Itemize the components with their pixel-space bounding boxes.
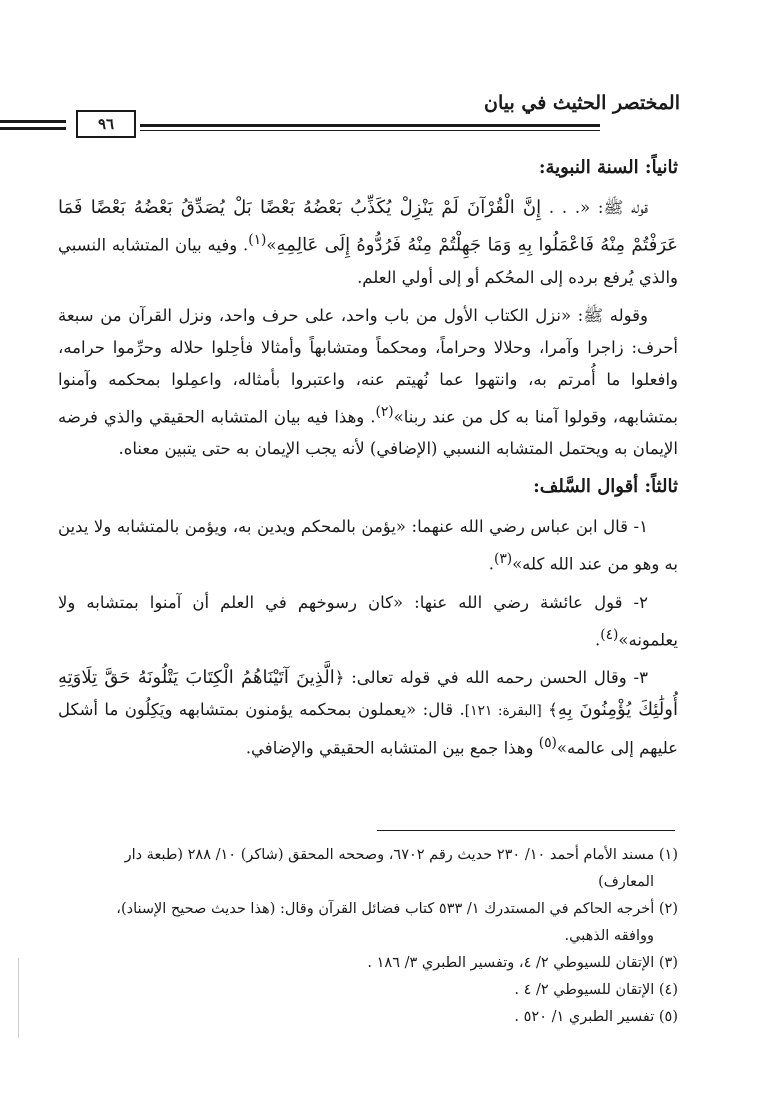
header-rule-thin — [140, 130, 600, 131]
paragraph-hadith-1 — [58, 192, 678, 294]
footnote-3: (٣) الإتقان للسيوطي ٢/ ٤، وتفسير الطبري ٣/ ١٨٦ . — [367, 955, 678, 971]
item2-text: ٢- قول عائشة رضي الله عنها: «كان رسوخهم في العلم أن آمنوا بمتشابه ولا يعلمونه» — [58, 592, 678, 649]
p1-close: » — [266, 235, 277, 255]
footnote-ref-3[interactable]: (٣) — [493, 551, 513, 567]
header-left-bars — [0, 120, 66, 134]
footnote-1-line1: (١) مسند الأمام أحمد ١٠/ ٢٣٠ حديث رقم ٦٧٠٢، وصححه المحقق (شاكر) ١٠/ ٢٨٨ (طبعة دار — [124, 847, 678, 863]
paragraph-hadith-2 — [58, 300, 678, 466]
p2-rest: . وهذا فيه بيان المتشابه الحقيقي والذي فرضه الإيمان به ويحتمل المتشابه النسبي (الإضافي) لأنه يجب الإيمان به حتى يتبين معناه. — [58, 407, 678, 458]
item3-quran: الَّذِينَ آتَيْنَاهُمُ الْكِتَابَ يَتْلُونَهُ حَقَّ تِلَاوَتِهِ أُولَٰئِكَ يُؤْمِنُونَ بِهِ — [58, 667, 678, 720]
header-rule-thick — [140, 124, 600, 127]
footnotes — [70, 842, 678, 1031]
footnote-1 — [70, 842, 678, 896]
list-item-3 — [58, 662, 678, 765]
footnote-2-line2: ووافقه الذهبي. — [564, 928, 654, 944]
margin-line — [18, 958, 19, 1038]
footnote-5: (٥) تفسير الطبري ١/ ٥٢٠ . — [514, 1009, 678, 1025]
book-title: المختصر الحثيث في بيان — [484, 92, 680, 114]
list-item-2: ٢- قول عائشة رضي الله عنها: «كان رسوخهم في العلم أن آمنوا بمتشابه ولا يعلمونه»$^{(٤)}$. — [58, 592, 678, 649]
footnote-2 — [70, 896, 678, 950]
main-content — [58, 152, 678, 771]
p2-text: وقوله ﷺ: «نزل الكتاب الأول من باب واحد، على حرف واحد، ونزل القرآن من سبعة أحرف: زاجرا وآمرا، وحلالا وحراماً، ومحكماً ومتشابهاً وأمثالا فأحِلوا حلاله وحرِّموا حرامه، وافعلوا ما أُمرتم به، وانتهوا عما نُهيتم عنه، واعتبروا بأمثاله، واعمِلوا بمحكمه وآمنوا بمتشابهه، وقولوا آمنا به كل من عند ربنا» — [58, 305, 678, 426]
footnote-ref-4[interactable]: (٤) — [600, 626, 619, 643]
footnote-1-line2: المعارف) — [598, 874, 654, 890]
page-number: ٩٦ — [76, 110, 136, 138]
list-item-1: ١- قال ابن عباس رضي الله عنهما: «يؤمن بالمحكم ويدين به، ويؤمن بالمتشابه ولا يدين به وهو من عند الله كله»$^{(٣)}$. — [58, 517, 678, 574]
p1-intro: قوله ﷺ: «. . . — [548, 198, 648, 217]
item3-text: . قال: «يعملون بمحكمه يؤمنون بمتشابهه ويَكِلُون ما أشكل عليهم إلى عالمه» — [58, 700, 678, 758]
section-heading-salaf: ثالثاً: أقوال السَّلف: — [533, 476, 678, 497]
footnote-separator — [377, 830, 675, 831]
item1-text: ١- قال ابن عباس رضي الله عنهما: «يؤمن بالمحكم ويدين به، ويؤمن بالمتشابه ولا يدين به وهو من عند الله كله» — [58, 517, 678, 574]
footnote-ref-5[interactable]: (٥) — [538, 735, 557, 751]
p1-quote: إِنَّ الْقُرْآنَ لَمْ يَنْزِلْ يُكَذِّبُ بَعْضُهُ بَعْضًا بَلْ يُصَدِّقُ بَعْضُهُ بَعْضًا فَمَا عَرَفْتُمْ مِنْهُ فَاعْمَلُوا بِهِ وَمَا جَهِلْتُمْ مِنْهُ فَرُدُّوهُ إِلَى عَالِمِهِ — [58, 197, 679, 256]
item3-rest: وهذا جمع بين المتشابه الحقيقي والإضافي. — [245, 738, 539, 758]
footnote-2-line1: (٢) أخرجه الحاكم في المستدرك ١/ ٥٣٣ كتاب فضائل القرآن وقال: (هذا حديث صحيح الإسناد)، — [116, 901, 678, 917]
section-heading-sunnah: ثانياً: السنة النبوية: — [538, 157, 678, 178]
sura-reference: [البقرة: ١٢١] — [464, 703, 542, 719]
item3-intro: ٣- وقال الحسن رحمه الله في قوله تعالى: ﴿ — [334, 668, 648, 687]
footnote-ref-2[interactable]: (٢) — [375, 403, 394, 420]
item3-close: ﴾ — [548, 700, 558, 719]
page-header — [60, 88, 680, 140]
footnote-4: (٤) الإتقان للسيوطي ٢/ ٤ . — [514, 982, 678, 998]
footnote-ref-1[interactable]: (١) — [248, 232, 267, 248]
p1-rest: . وفيه بيان المتشابه النسبي والذي يُرفع برده إلى المحُكم أو إلى أولي العلم. — [58, 235, 678, 287]
